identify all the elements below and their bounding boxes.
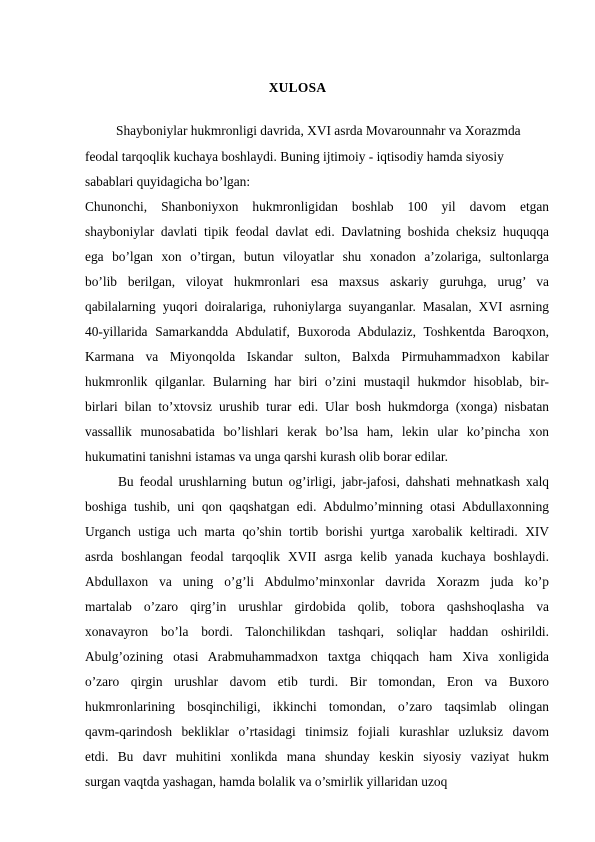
paragraph-line: asrda boshlangan feodal tarqoqlik XVII asrga kelib yanada kuchaya boshlaydi.: [85, 549, 549, 564]
paragraph-line: hukmronlik qilganlar. Bularning har biri o’zini mustaqil hukmdor hisoblab, bir-: [85, 374, 549, 389]
page-title: XULOSA: [268, 80, 327, 95]
paragraph-line: hukmronlarining bosqinchiligi, ikkinchi tomondan, o’zaro taqsimlab olingan: [85, 699, 549, 714]
paragraph-line: surgan vaqtda yashagan, hamda bolalik va o’smirlik yillaridan uzoq: [85, 774, 448, 789]
paragraph-line: qabilalarning yuqori doiralariga, ruhoniylarga suyanganlar. Masalan, XVI asrning: [85, 299, 549, 314]
paragraph-line: Abdullaxon va uning o’g’li Abdulmo’minxonlar davrida Xorazm juda ko’p: [85, 574, 549, 589]
paragraph-line: martalab o’zaro qirg’in urushlar girdobida qolib, tobora qashshoqlasha va: [85, 599, 549, 614]
paragraph-line: etdi. Bu davr muhitini xonlikda mana shunday keskin siyosiy vaziyat hukm: [85, 749, 549, 764]
paragraph-line: sabablari quyidagicha bo’lgan:: [85, 174, 251, 189]
paragraph-line: shayboniylar davlati tipik feodal davlat edi. Davlatning boshida cheksiz huquqqa: [85, 224, 549, 239]
paragraph-line: Chunonchi, Shanboniyxon hukmronligidan boshlab 100 yil davom etgan: [85, 199, 549, 214]
paragraph-line: Urganch ustiga uch marta qo’shin tortib borishi yurtga xarobalik keltiradi. XIV: [85, 524, 549, 539]
paragraph-line: Bu feodal urushlarning butun og’irligi, jabr-jafosi, dahshati mehnatkash xalq: [118, 474, 549, 489]
paragraph-line: vassallik munosabatida bo’lishlari kerak bo’lsa ham, lekin ular ko’pincha xon: [85, 424, 549, 439]
paragraph-line: xonavayron bo’la bordi. Talonchilikdan tashqari, soliqlar haddan oshirildi.: [85, 624, 549, 639]
paragraph-line: qavm-qarindosh bekliklar o’rtasidagi tinimsiz fojiali kurashlar uzluksiz davom: [85, 724, 549, 739]
paragraph-line: bo’lib berilgan, viloyat hukmronlari esa maxsus askariy guruhga, urug’ va: [85, 274, 549, 289]
paragraph-line: Karmana va Miyonqolda Iskandar sulton, Balxda Pirmuhammadxon kabilar: [85, 349, 549, 364]
paragraph-line: Shayboniylar hukmronligi davrida, XVI asrda Movarounnahr va Xorazmda: [116, 123, 521, 138]
paragraph-line: ega bo’lgan xon o’tirgan, butun viloyatlar shu xonadon a’zolariga, sultonlarga: [85, 249, 549, 264]
paragraph-line: Abulg’ozining otasi Arabmuhammadxon taxtga chiqqach ham Xiva xonligida: [85, 649, 549, 664]
paragraph-line: o’zaro qirgin urushlar davom etib turdi. Bir tomondan, Eron va Buxoro: [85, 674, 549, 689]
paragraph-line: hukumatini tanishni istamas va unga qarshi kurash olib borar edilar.: [85, 449, 448, 464]
paragraph-line: birlari bilan to’xtovsiz urushib turar edi. Ular bosh hukmdorga (xonga) nisbatan: [85, 399, 549, 414]
paragraph-line: boshiga tushib, uni qon qaqshatgan edi. Abdulmo’minning otasi Abdullaxonning: [85, 499, 549, 514]
paragraph-line: 40-yillarida Samarkandda Abdulatif, Buxoroda Abdulaziz, Toshkentda Baroqxon,: [85, 324, 549, 339]
paragraph-line: feodal tarqoqlik kuchaya boshlaydi. Buning ijtimoiy - iqtisodiy hamda siyosiy: [85, 149, 504, 164]
